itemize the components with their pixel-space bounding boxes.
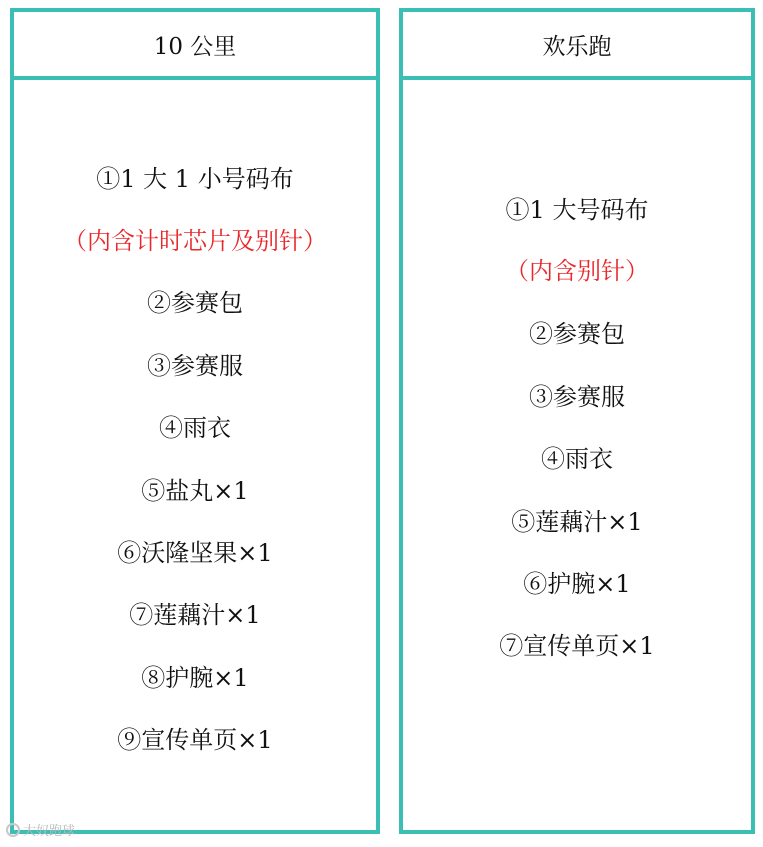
list-item: ⑦莲藕汁×1 xyxy=(129,601,261,629)
watermark xyxy=(6,820,75,839)
list-item: ①1 大 1 小号码布 xyxy=(96,165,294,193)
list-item: ⑥沃隆坚果×1 xyxy=(117,539,273,567)
list-item: ①1 大号码布 xyxy=(505,196,649,224)
list-item-note: （内含计时芯片及别针） xyxy=(63,227,327,255)
watermark-text: 大奴跑球 xyxy=(23,824,76,839)
list-item: ⑨宣传单页×1 xyxy=(117,726,273,754)
list-item: ⑥护腕×1 xyxy=(523,570,631,598)
list-item: ⑤莲藕汁×1 xyxy=(511,508,643,536)
list-item: ②参赛包 xyxy=(529,320,625,348)
list-item-note: （内含别针） xyxy=(505,257,649,285)
list-item: ②参赛包 xyxy=(147,289,243,317)
list-item: ③参赛服 xyxy=(529,383,625,411)
list-item: ⑧护腕×1 xyxy=(141,664,249,692)
list-item: ④雨衣 xyxy=(159,414,231,442)
column-10km xyxy=(10,8,380,834)
watermark-logo-icon xyxy=(6,823,20,837)
column-title-fun-run: 欢乐跑 xyxy=(403,12,751,80)
list-item: ④雨衣 xyxy=(541,445,613,473)
list-item: ③参赛服 xyxy=(147,352,243,380)
column-fun-run xyxy=(399,8,755,834)
column-title-10km: 10 公里 xyxy=(14,12,376,80)
list-item: ⑦宣传单页×1 xyxy=(499,632,655,660)
list-item: ⑤盐丸×1 xyxy=(141,477,249,505)
